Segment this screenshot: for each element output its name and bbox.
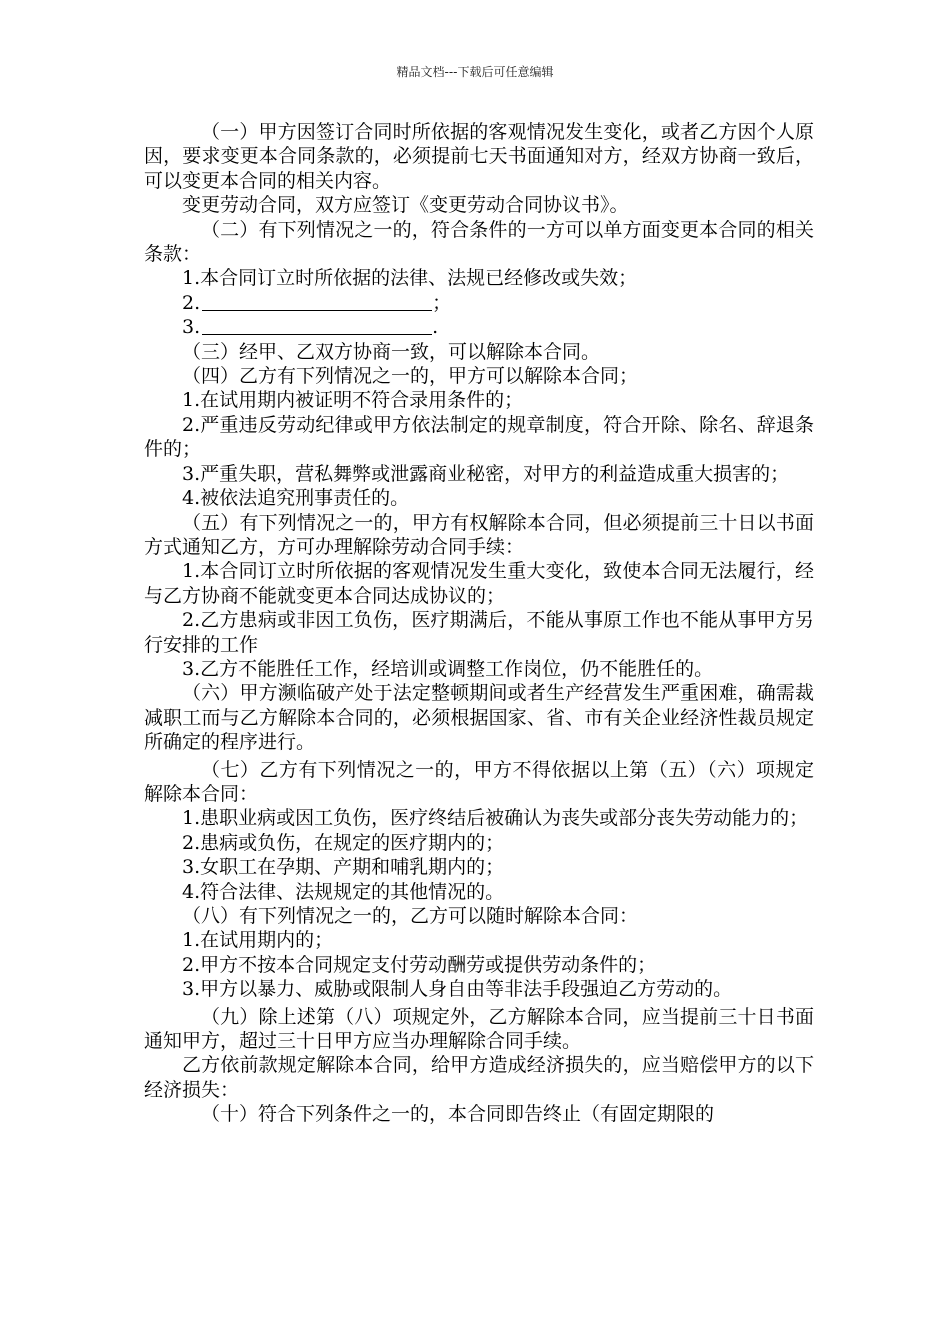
paragraph-22: 4.符合法律、法规规定的其他情况的。 xyxy=(182,880,505,903)
fill-in-blank-line xyxy=(202,316,432,335)
page-header: 精品文档---下载后可任意编辑 xyxy=(396,65,554,79)
paragraph-26: 3.甲方以暴力、威胁或限制人身自由等非法手段强迫乙方劳动的。 xyxy=(182,978,733,1001)
paragraph-24: 1.在试用期内的； xyxy=(182,929,334,952)
blank-item-3-suffix: . xyxy=(432,316,439,339)
paragraph-19: 1.患职业病或因工负伤，医疗终结后被确认为丧失或部分丧失劳动能力的； xyxy=(182,807,809,830)
paragraph-15: 2.乙方患病或非因工负伤，医疗期满后，不能从事原工作也不能从事甲方另行安排的工作 xyxy=(144,609,814,656)
paragraph-2: 变更劳动合同，双方应签订《变更劳动合同协议书》。 xyxy=(182,194,629,217)
document-body xyxy=(144,120,814,1127)
paragraph-16: 3.乙方不能胜任工作，经培训或调整工作岗位，仍不能胜任的。 xyxy=(182,657,714,680)
paragraph-8: （四）乙方有下列情况之一的，甲方可以解除本合同； xyxy=(182,365,639,388)
blank-item-2 xyxy=(144,291,814,315)
fill-in-blank-line xyxy=(202,292,432,311)
paragraph-23: （八）有下列情况之一的，乙方可以随时解除本合同： xyxy=(182,905,639,927)
paragraph-21: 3.女职工在孕期、产期和哺乳期内的； xyxy=(182,856,505,879)
paragraph-4: 1.本合同订立时所依据的法律、法规已经修改或失效； xyxy=(182,267,638,290)
blank-item-2-number: 2. xyxy=(182,291,201,314)
blank-item-3-number: 3. xyxy=(182,316,201,339)
paragraph-17: （六）甲方濒临破产处于法定整顿期间或者生产经营发生严重困难，确需裁减职工而与乙方解除本合同的，必须根据国家、省、市有关企业经济性裁员规定所确定的程序进行。 xyxy=(144,682,814,754)
paragraph-11: 3.严重失职，营私舞弊或泄露商业秘密，对甲方的利益造成重大损害的； xyxy=(182,462,790,485)
paragraph-14: 1.本合同订立时所依据的客观情况发生重大变化，致使本合同无法履行，经与乙方协商不能就变更本合同达成协议的； xyxy=(144,560,814,607)
paragraph-27: （九）除上述第（八）项规定外，乙方解除本合同，应当提前三十日书面通知甲方，超过三十日甲方应当办理解除合同手续。 xyxy=(144,1005,814,1053)
blank-item-3 xyxy=(144,315,814,339)
paragraph-3: （二）有下列情况之一的，符合条件的一方可以单方面变更本合同的相关条款： xyxy=(144,218,814,266)
paragraph-13: （五）有下列情况之一的，甲方有权解除本合同，但必须提前三十日以书面方式通知乙方，方可办理解除劳动合同手续： xyxy=(144,511,814,558)
paragraph-25: 2.甲方不按本合同规定支付劳动酬劳或提供劳动条件的； xyxy=(182,953,657,976)
paragraph-1: （一）甲方因签订合同时所依据的客观情况发生变化，或者乙方因个人原因，要求变更本合同条款的，必须提前七天书面通知对方，经双方协商一致后，可以变更本合同的相关内容。 xyxy=(144,121,814,192)
paragraph-10: 2.严重违反劳动纪律或甲方依法制定的规章制度，符合开除、除名、辞退条件的； xyxy=(144,413,814,461)
paragraph-12: 4.被依法追究刑事责任的。 xyxy=(182,487,410,510)
paragraph-29: （十）符合下列条件之一的，本合同即告终止（有固定期限的 xyxy=(201,1103,715,1126)
blank-item-2-suffix: ； xyxy=(432,291,452,314)
paragraph-28: 乙方依前款规定解除本合同，给甲方造成经济损失的，应当赔偿甲方的以下经济损失： xyxy=(144,1054,814,1101)
paragraph-9: 1.在试用期内被证明不符合录用条件的； xyxy=(182,389,524,412)
paragraph-18: （七）乙方有下列情况之一的，甲方不得依据以上第（五）（六）项规定解除本合同： xyxy=(144,758,814,805)
paragraph-20: 2.患病或负伤，在规定的医疗期内的； xyxy=(182,831,505,854)
paragraph-7: （三）经甲、乙双方协商一致，可以解除本合同。 xyxy=(182,340,601,363)
